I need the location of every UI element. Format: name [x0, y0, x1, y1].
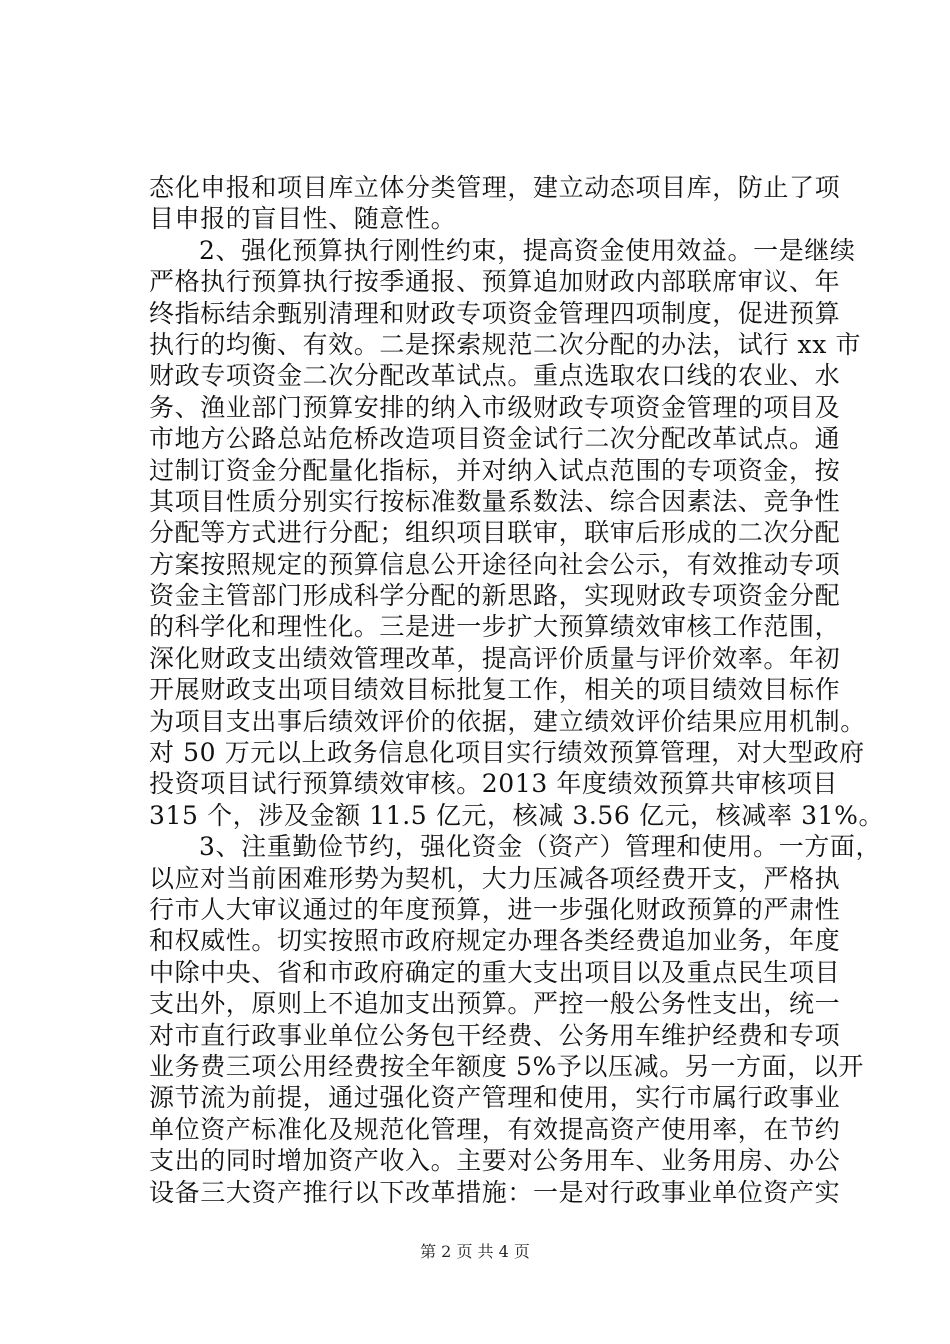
text-line: 资金主管部门形成科学分配的新思路，实现财政专项资金分配 — [149, 581, 841, 611]
text-line: 单位资产标准化及规范化管理，有效提高资产使用率，在节约 — [149, 1114, 841, 1144]
text-line: 严格执行预算执行按季通报、预算追加财政内部联席审议、年 — [149, 267, 841, 297]
text-line: 对市直行政事业单位公务包干经费、公务用车维护经费和专项 — [149, 1020, 841, 1050]
text-line: 支出的同时增加资产收入。主要对公务用车、业务用房、办公 — [149, 1146, 841, 1176]
text-line: 务、渔业部门预算安排的纳入市级财政专项资金管理的项目及 — [149, 392, 841, 422]
text-line: 市地方公路总站危桥改造项目资金试行二次分配改革试点。通 — [149, 424, 841, 454]
text-line: 和权威性。切实按照市政府规定办理各类经费追加业务，年度 — [149, 926, 841, 956]
text-line: 为项目支出事后绩效评价的依据，建立绩效评价结果应用机制。 — [149, 706, 866, 736]
paragraph-start-line: 3、注重勤俭节约，强化资金（资产）管理和使用。一方面， — [199, 832, 882, 862]
text-line: 源节流为前提，通过强化资产管理和使用，实行市属行政事业 — [149, 1083, 841, 1113]
text-line: 的科学化和理性化。三是进一步扩大预算绩效审核工作范围， — [149, 612, 841, 642]
text-line: 中除中央、省和市政府确定的重大支出项目以及重点民生项目 — [149, 957, 841, 987]
text-line: 对 50 万元以上政务信息化项目实行绩效预算管理，对大型政府 — [149, 738, 865, 768]
text-line: 行市人大审议通过的年度预算，进一步强化财政预算的严肃性 — [149, 894, 841, 924]
text-line: 开展财政支出项目绩效目标批复工作，相关的项目绩效目标作 — [149, 675, 841, 705]
text-line: 设备三大资产推行以下改革措施：一是对行政事业单位资产实 — [149, 1177, 841, 1207]
text-line: 投资项目试行预算绩效审核。2013 年度绩效预算共审核项目 — [149, 769, 838, 799]
text-line: 支出外，原则上不追加支出预算。严控一般公务性支出，统一 — [149, 989, 841, 1019]
text-line: 以应对当前困难形势为契机，大力压减各项经费开支，严格执 — [149, 863, 841, 893]
text-line: 态化申报和项目库立体分类管理，建立动态项目库，防止了项 — [149, 173, 841, 202]
document-body — [149, 172, 885, 1208]
text-line: 财政专项资金二次分配改革试点。重点选取农口线的农业、水 — [149, 361, 841, 391]
text-line: 终指标结余甄别清理和财政专项资金管理四项制度，促进预算 — [149, 298, 841, 328]
text-line: 执行的均衡、有效。二是探索规范二次分配的办法，试行 xx 市 — [149, 329, 862, 359]
text-line: 分配等方式进行分配；组织项目联审，联审后形成的二次分配 — [149, 518, 841, 548]
text-line: 目申报的盲目性、随意性。 — [149, 204, 457, 234]
paragraph-start-line: 2、强化预算执行刚性约束，提高资金使用效益。一是继续 — [199, 235, 856, 265]
text-line: 315 个，涉及金额 11.5 亿元，核减 3.56 亿元，核减率 31%。 — [149, 800, 885, 830]
text-line: 深化财政支出绩效管理改革，提高评价质量与评价效率。年初 — [149, 643, 841, 673]
page-number-label: 第 2 页 共 4 页 — [420, 1242, 530, 1261]
text-line: 其项目性质分别实行按标准数量系数法、综合因素法、竞争性 — [149, 486, 841, 516]
text-line: 方案按照规定的预算信息公开途径向社会公示，有效推动专项 — [149, 549, 841, 579]
text-line: 业务费三项公用经费按全年额度 5%予以压减。另一方面，以开 — [149, 1051, 865, 1081]
text-line: 过制订资金分配量化指标，并对纳入试点范围的专项资金，按 — [149, 455, 841, 485]
page-footer — [0, 1242, 950, 1262]
